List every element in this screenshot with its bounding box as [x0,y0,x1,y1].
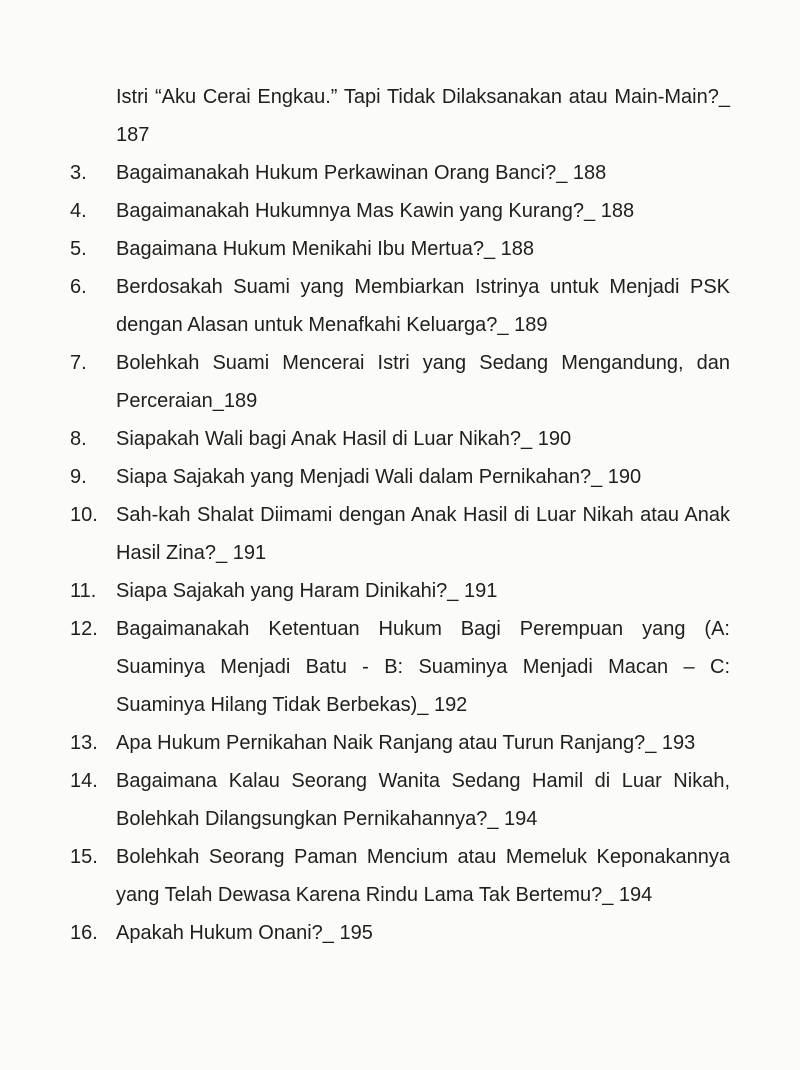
entry-text: Siapa Sajakah yang Menjadi Wali dalam Pernikahan?_ 190 [116,466,642,488]
entry-text: Bolehkah Seorang Paman Mencium atau Memeluk Keponakannya yang Telah Dewasa Karena Rindu Lama Tak Bertemu?_ 194 [116,846,730,906]
toc-entry [0,610,800,724]
entry-number: 12. [70,618,98,640]
entry-text: Berdosakah Suami yang Membiarkan Istrinya untuk Menjadi PSK dengan Alasan untuk Menafkahi Keluarga?_ 189 [116,276,730,336]
entry-text: Sah-kah Shalat Diimami dengan Anak Hasil di Luar Nikah atau Anak Hasil Zina?_ 191 [116,504,730,564]
entry-number: 16. [70,922,98,944]
toc-entry [0,572,800,610]
toc-entry-continued [0,78,800,154]
toc-entry [0,838,800,914]
entry-number: 14. [70,770,98,792]
entry-number: 3. [70,162,87,184]
toc-entry [0,762,800,838]
entry-number: 11. [70,580,97,602]
toc-entry [0,154,800,192]
entry-text: Siapa Sajakah yang Haram Dinikahi?_ 191 [116,580,498,602]
entry-text: Bagaimanakah Hukumnya Mas Kawin yang Kurang?_ 188 [116,200,635,222]
entry-number: 8. [70,428,87,450]
entry-text: Bagaimanakah Ketentuan Hukum Bagi Perempuan yang (A: Suaminya Menjadi Batu - B: Suaminya Menjadi Macan – C: Suaminya Hilang Tidak Berbekas)_ 192 [116,618,730,716]
entry-number: 5. [70,238,87,260]
entry-number: 4. [70,200,87,222]
toc-entry [0,268,800,344]
entry-text: Apakah Hukum Onani?_ 195 [116,922,373,944]
entry-number: 13. [70,732,98,754]
entry-text: Apa Hukum Pernikahan Naik Ranjang atau Turun Ranjang?_ 193 [116,732,696,754]
toc-entry [0,458,800,496]
toc-entry [0,724,800,762]
entry-number: 6. [70,276,87,298]
entry-text: Bagaimana Hukum Menikahi Ibu Mertua?_ 188 [116,238,535,260]
toc-entry [0,344,800,420]
toc-entry [0,914,800,952]
entry-number: 15. [70,846,98,868]
table-of-contents [0,78,800,952]
entry-text: Bagaimanakah Hukum Perkawinan Orang Banci?_ 188 [116,162,607,184]
toc-entry [0,496,800,572]
entry-number: 7. [70,352,87,374]
entry-text: Siapakah Wali bagi Anak Hasil di Luar Nikah?_ 190 [116,428,572,450]
entry-text: Bagaimana Kalau Seorang Wanita Sedang Hamil di Luar Nikah, Bolehkah Dilangsungkan Pernikahannya?_ 194 [116,770,730,830]
toc-entry [0,420,800,458]
entry-number: 10. [70,504,98,526]
entry-number: 9. [70,466,87,488]
toc-entry [0,192,800,230]
entry-text: Istri “Aku Cerai Engkau.” Tapi Tidak Dilaksanakan atau Main-Main?_ 187 [116,86,730,146]
entry-text: Bolehkah Suami Mencerai Istri yang Sedang Mengandung, dan Perceraian_189 [116,352,730,412]
toc-entry [0,230,800,268]
